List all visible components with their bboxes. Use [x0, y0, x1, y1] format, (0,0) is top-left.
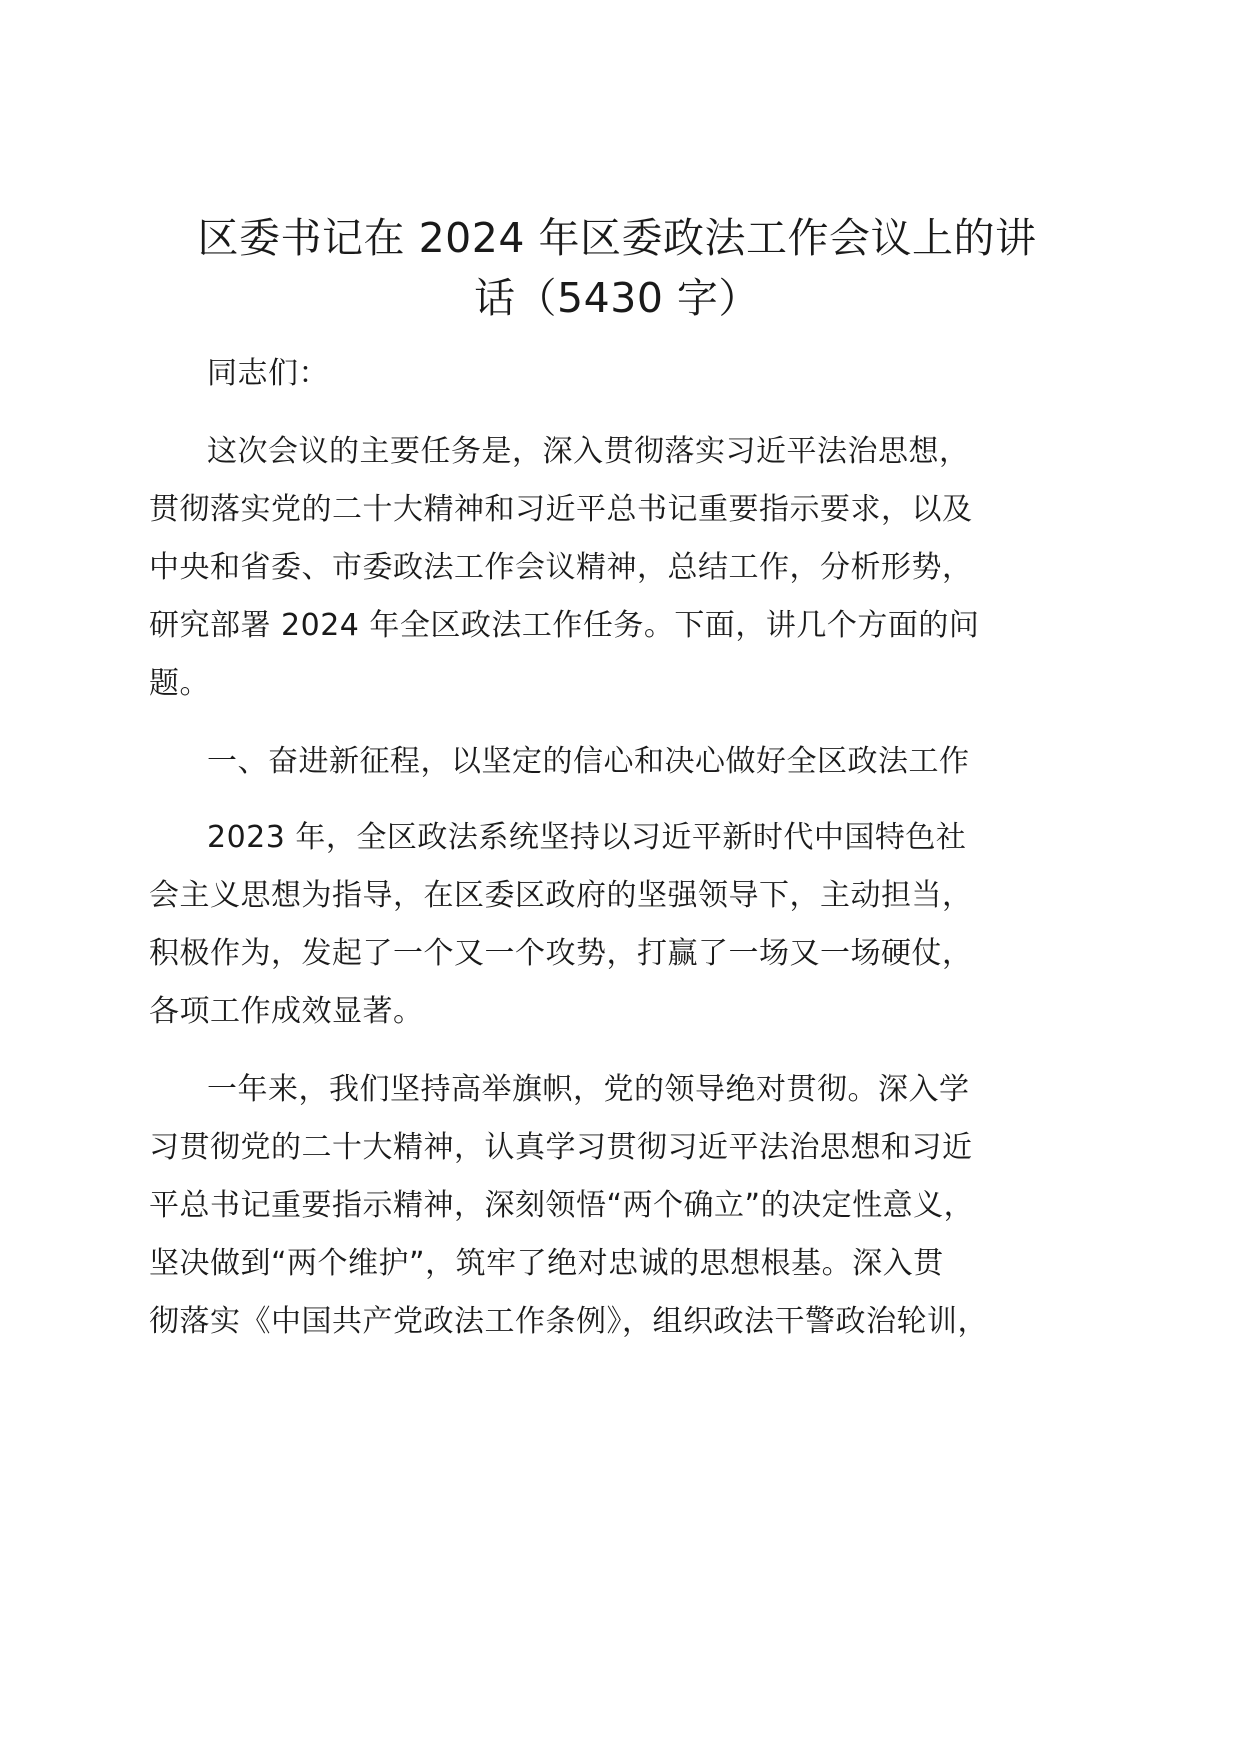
paragraph-1-line: 贯彻落实党的二十大精神和习近平总书记重要指示要求，以及 [149, 492, 973, 527]
paragraph-1-line: 这次会议的主要任务是，深入贯彻落实习近平法治思想， [207, 434, 970, 469]
document-title-line-2: 话（5430 字） [474, 274, 760, 322]
paragraph-2-line: 会主义思想为指导，在区委区政府的坚强领导下，主动担当， [149, 878, 973, 913]
paragraph-2-line: 各项工作成效显著。 [149, 994, 424, 1029]
paragraph-2-line: 2023 年，全区政法系统坚持以习近平新时代中国特色社 [207, 820, 967, 855]
paragraph-3-line: 平总书记重要指示精神，深刻领悟“两个确立”的决定性意义， [149, 1188, 975, 1223]
section-heading: 一、奋进新征程，以坚定的信心和决心做好全区政法工作 [207, 744, 970, 779]
paragraph-2-line: 积极作为，发起了一个又一个攻势，打赢了一场又一场硬仗， [149, 936, 973, 971]
paragraph-3-line: 习贯彻党的二十大精神，认真学习贯彻习近平法治思想和习近 [149, 1130, 973, 1165]
paragraph-1-line: 题。 [149, 666, 210, 701]
paragraph-3-line: 坚决做到“两个维护”，筑牢了绝对忠诚的思想根基。深入贯 [149, 1246, 944, 1281]
salutation: 同志们： [207, 356, 329, 391]
paragraph-1-line: 中央和省委、市委政法工作会议精神，总结工作，分析形势， [149, 550, 973, 585]
document-title-line-1: 区委书记在 2024 年区委政法工作会议上的讲 [197, 214, 1037, 262]
paragraph-1-line: 研究部署 2024 年全区政法工作任务。下面，讲几个方面的问 [149, 608, 980, 643]
paragraph-3-line: 一年来，我们坚持高举旗帜，党的领导绝对贯彻。深入学 [207, 1072, 970, 1107]
paragraph-3-line: 彻落实《中国共产党政法工作条例》，组织政法干警政治轮训， [149, 1304, 988, 1339]
